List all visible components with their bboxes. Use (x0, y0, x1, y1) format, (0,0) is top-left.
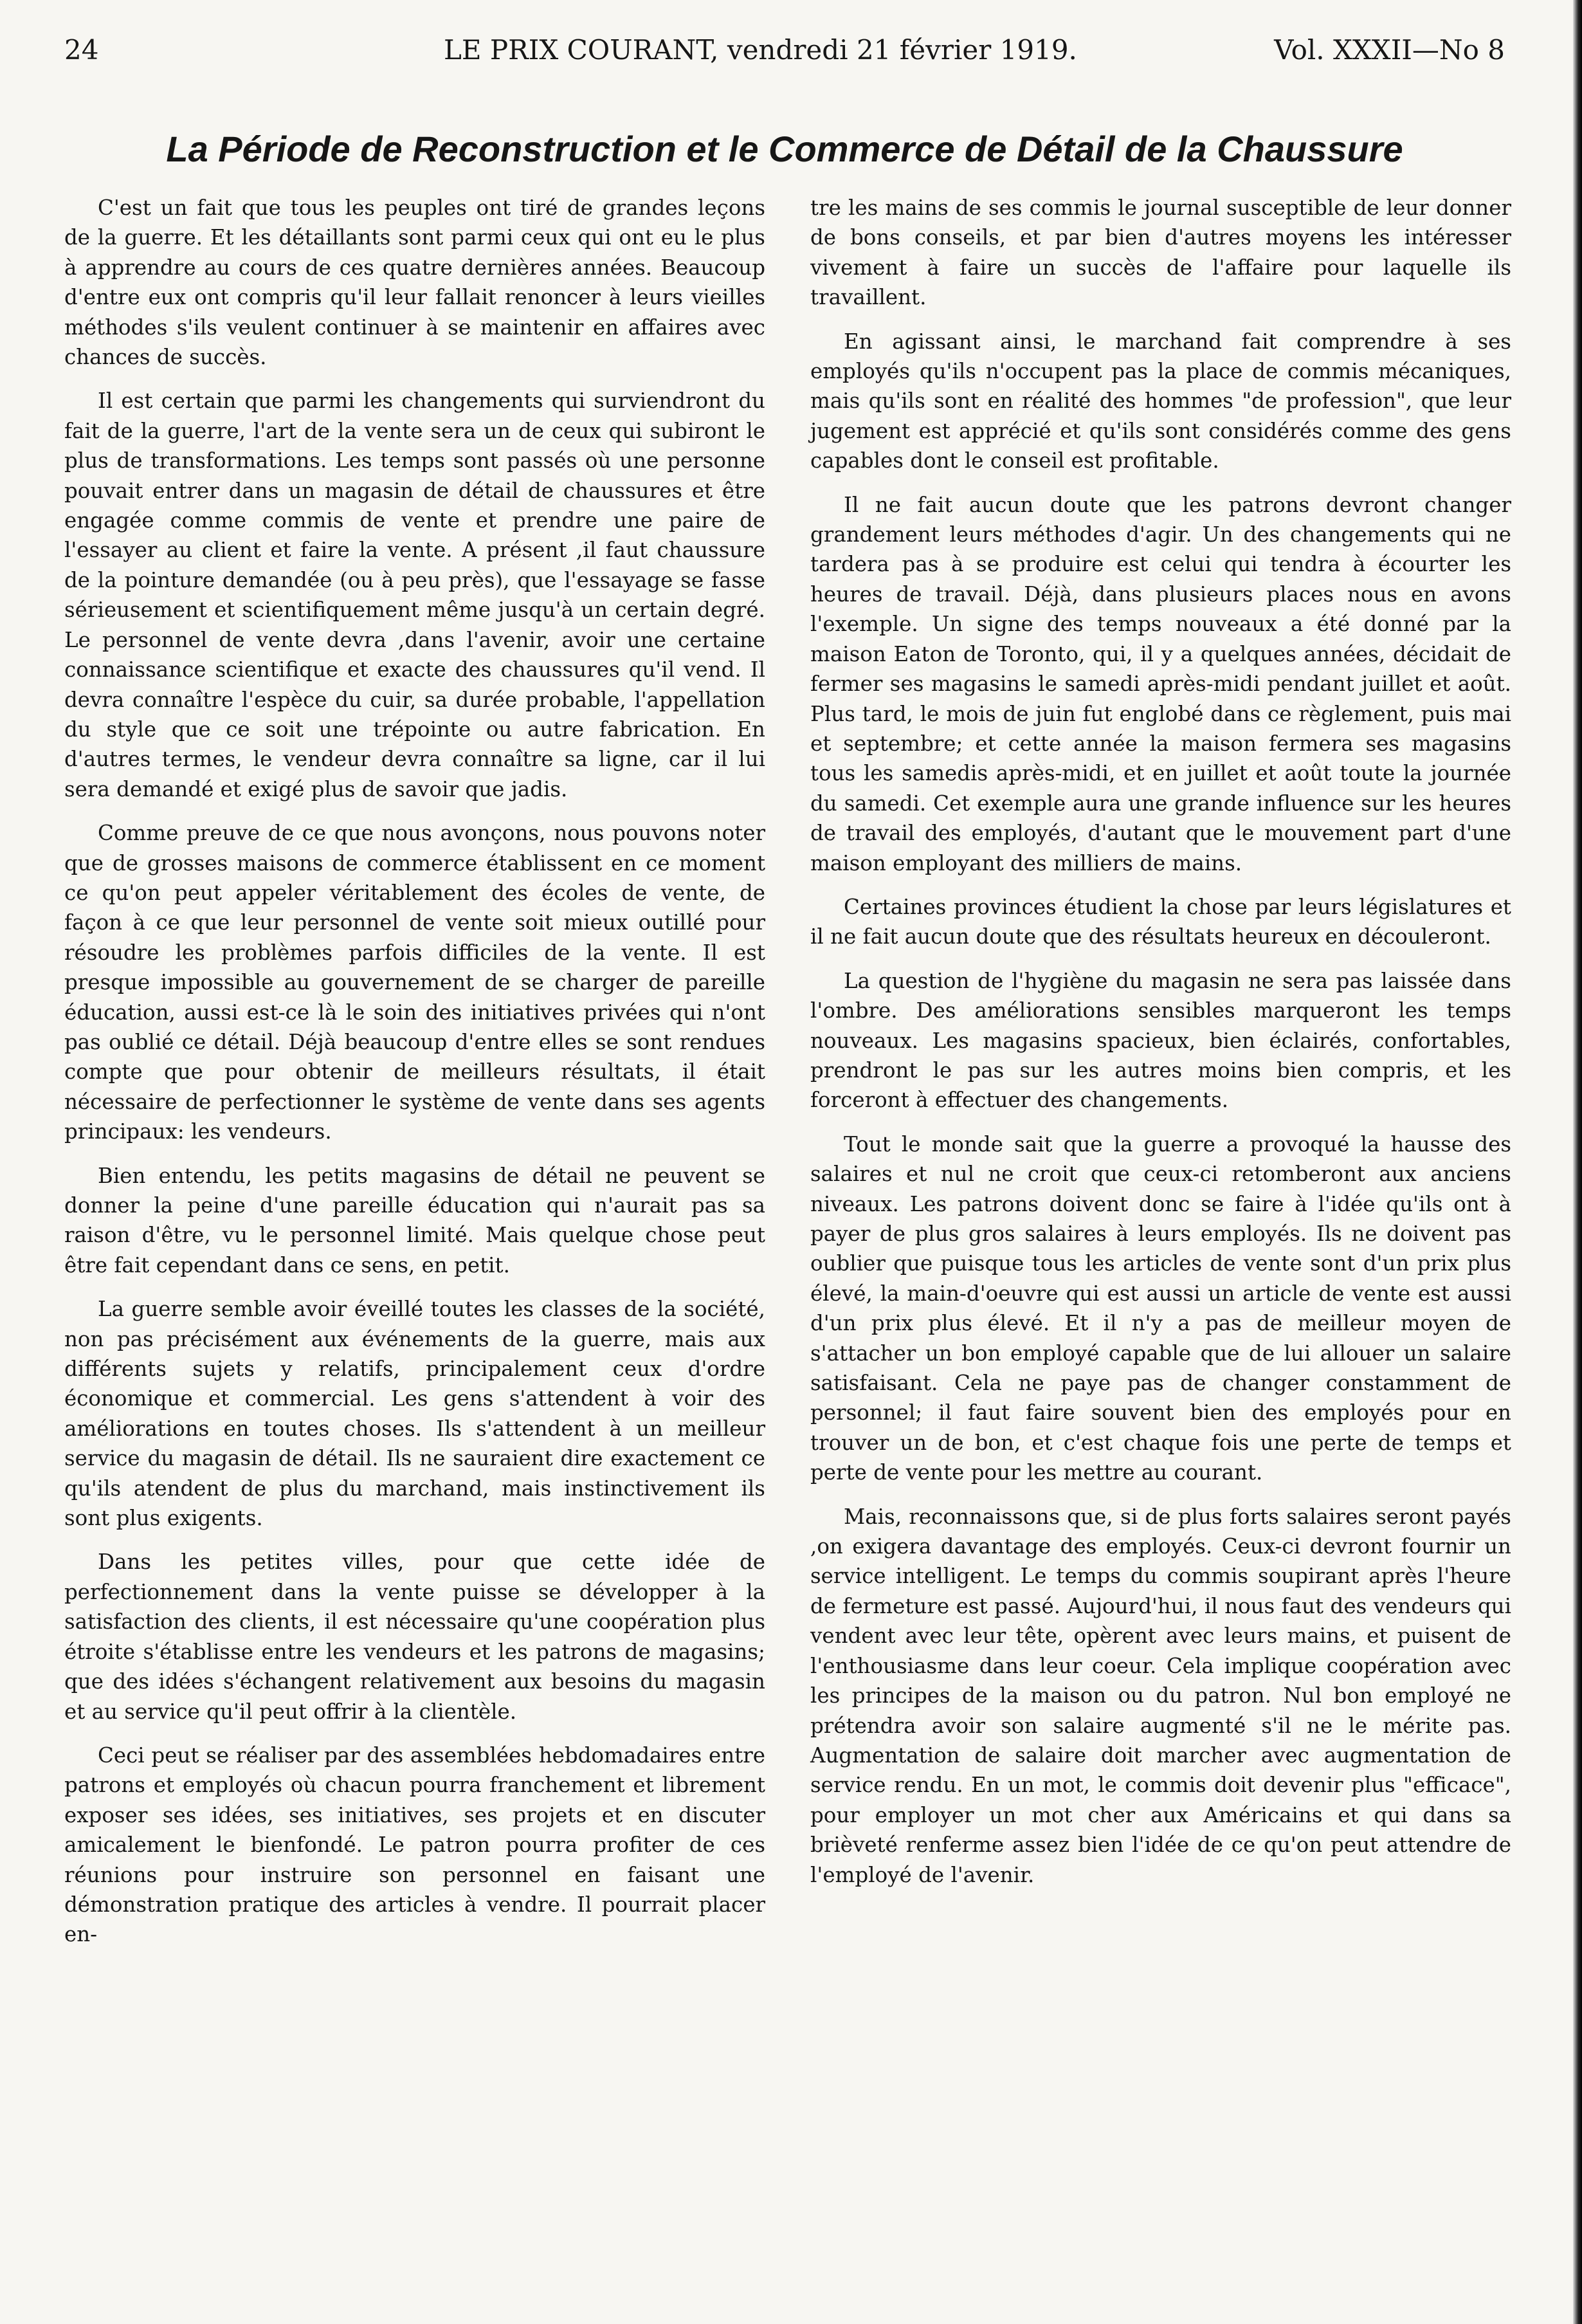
paragraph: C'est un fait que tous les peuples ont tiré de grandes leçons de la guerre. Et les détaillants sont parmi ceux qui ont eu le plus à apprendre au cours de ces quatre dernières années. Beaucoup d'entre eux ont compris qu'il leur fallait renoncer à leurs vieilles méthodes s'ils veulent continuer à se maintenir en affaires avec chances de succès. (64, 196, 765, 370)
left-column (64, 193, 765, 1964)
paragraph: La guerre semble avoir éveillé toutes les classes de la société, non pas précisément aux événements de la guerre, mais aux différents sujets y relatifs, principalement ceux d'ordre économique et commercial. Les gens s'attendent à voir des améliorations en toutes choses. Ils s'attendent à un meilleur service du magasin de détail. Ils ne sauraient dire exactement ce qu'ils atendent de plus du marchand, mais instinctivement ils sont plus exigents. (64, 1297, 765, 1531)
paragraph: Ceci peut se réaliser par des assemblées hebdomadaires entre patrons et employés où chacun pourra franchement et librement exposer ses idées, ses initiatives, ses projets et en discuter amicalement le bienfondé. Le patron pourra profiter de ces réunions pour instruire son personnel en faisant une démonstration pratique des articles à vendre. Il pourrait placer en- (64, 1743, 765, 1947)
paragraph: Certaines provinces étudient la chose par leurs législatures et il ne fait aucun doute que des résultats heureux en découleront. (810, 894, 1511, 949)
volume-number: Vol. XXXII—No 8 (1274, 34, 1505, 66)
paragraph: Bien entendu, les petits magasins de détail ne peuvent se donner la peine d'une pareille éducation qui n'aurait pas sa raison d'être, vu le personnel limité. Mais quelque chose peut être fait cependant dans ce sens, en petit. (64, 1163, 765, 1277)
paragraph: Il ne fait aucun doute que les patrons devront changer grandement leurs méthodes d'agir. Un des changements qui ne tardera pas à se produire est celui qui tendra à écourter les heures de travail. Déjà, dans plusieurs places nous en avons l'exemple. Un signe des temps nouveaux a été donné par la maison Eaton de Toronto, qui, il y a quelques années, décidait de fermer ses magasins le samedi après-midi pendant juillet et août. Plus tard, le mois de juin fut englobé dans ce règlement, puis mai et septembre; et cette année la maison fermera ses magasins tous les samedis après-midi, et en juillet et août toute la journée du samedi. Cet exemple aura une grande influence sur les heures de travail des employés, d'autant que le mouvement part d'une maison employant des milliers de mains. (810, 492, 1511, 875)
paragraph: Mais, reconnaissons que, si de plus forts salaires seront payés ,on exigera davantage des employés. Ceux-ci devront fournir un service intelligent. Le temps du commis soupirant après l'heure de fermeture est passé. Aujourd'hui, il nous faut des vendeurs qui vendent avec leur tête, opèrent avec leurs mains, et puisent de l'enthousiasme dans leur coeur. Cela implique coopération avec les principes de la maison ou du patron. Nul bon employé ne prétendra avoir son salaire augmenté s'il ne le mérite pas. Augmentation de salaire doit marcher avec augmentation de service rendu. En un mot, le commis doit devenir plus "efficace", pour employer un mot cher aux Américains et qui dans sa brièveté renferme assez bien l'idée de ce qu'on peut attendre de l'employé de l'avenir. (810, 1504, 1511, 1887)
paragraph: La question de l'hygiène du magasin ne sera pas laissée dans l'ombre. Des améliorations sensibles marqueront les temps nouveaux. Les magasins spacieux, bien éclairés, confortables, prendront le pas sur les autres moins bien compris, et les forceront à effectuer des changements. (810, 968, 1511, 1113)
right-column (810, 193, 1511, 1904)
article-title: La Période de Reconstruction et le Commerce de Détail de la Chaussure (166, 128, 1403, 169)
paragraph: Dans les petites villes, pour que cette idée de perfectionnement dans la vente puisse se développer à la satisfaction des clients, il est nécessaire qu'une coopération plus étroite s'établisse entre les vendeurs et les patrons de magasins; que des idées s'échangent relativement aux besoins du magasin et au service qu'il peut offrir à la clientèle. (64, 1550, 765, 1724)
running-head (64, 31, 1505, 69)
paragraph: Il est certain que parmi les changements qui surviendront du fait de la guerre, l'art de la vente sera un de ceux qui subiront le plus de transformations. Les temps sont passés où une personne pouvait entrer dans un magasin de détail de chaussures et être engagée comme commis de vente et prendre une paire de l'essayer au client et faire la vente. A présent ,il faut chaussure de la pointure demandée (ou à peu près), que l'essayage se fasse sérieusement et scientifiquement même jusqu'à un certain degré. Le personnel de vente devra ,dans l'avenir, avoir une certaine connaissance scientifique et exacte des chaussures qu'il vend. Il devra connaître l'espèce du cuir, sa durée probable, l'appellation du style que ce soit une trépointe ou autre fabrication. En d'autres termes, le vendeur devra connaître sa ligne, car il lui sera demandé et exigé plus de savoir que jadis. (64, 389, 765, 801)
page-number: 24 (64, 34, 99, 66)
paragraph: Comme preuve de ce que nous avonçons, nous pouvons noter que de grosses maisons de commerce établissent en ce moment ce qu'on peut appeler véritablement des écoles de vente, de façon à ce que leur personnel de vente soit mieux outillé pour résoudre les problèmes parfois difficiles de la vente. Il est presque impossible au gouvernement de se charger de pareille éducation, aussi est-ce là le soin des initiatives privées qui n'ont pas oublié ce détail. Déjà beaucoup d'entre elles se sont rendues compte que pour obtenir de meilleurs résultats, il était nécessaire de perfectionner le système de vente dans ses agents principaux: les vendeurs. (64, 821, 765, 1144)
publication-line: LE PRIX COURANT, vendredi 21 février 1919. (444, 34, 1077, 66)
scan-edge (1573, 0, 1582, 2324)
paragraph: En agissant ainsi, le marchand fait comprendre à ses employés qu'ils n'occupent pas la place de commis mécaniques, mais qu'ils sont en réalité des hommes "de profession", que leur jugement est apprécié et qu'ils sont considérés comme des gens capables dont le conseil est profitable. (810, 329, 1511, 473)
paragraph: tre les mains de ses commis le journal susceptible de leur donner de bons conseils, et par bien d'autres moyens les intéresser vivement à faire un succès de l'affaire pour laquelle ils travaillent. (810, 196, 1511, 310)
paragraph: Tout le monde sait que la guerre a provoqué la hausse des salaires et nul ne croit que ceux-ci retomberont aux anciens niveaux. Les patrons doivent donc se faire à l'idée qu'ils ont à payer de plus gros salaires à leurs employés. Ils ne doivent pas oublier que puisque tous les articles de vente sont d'un prix plus élevé, la main-d'oeuvre qui est aussi un article de vente est aussi d'un prix plus élevé. Et il n'y a pas de meilleur moyen de s'attacher un bon employé capable que de lui allouer un salaire satisfaisant. Cela ne paye pas de changer constamment de personnel; il faut faire souvent bien des employés pour en trouver un de bon, et c'est chaque fois une perte de temps et perte de vente pour les mettre au courant. (810, 1131, 1511, 1485)
